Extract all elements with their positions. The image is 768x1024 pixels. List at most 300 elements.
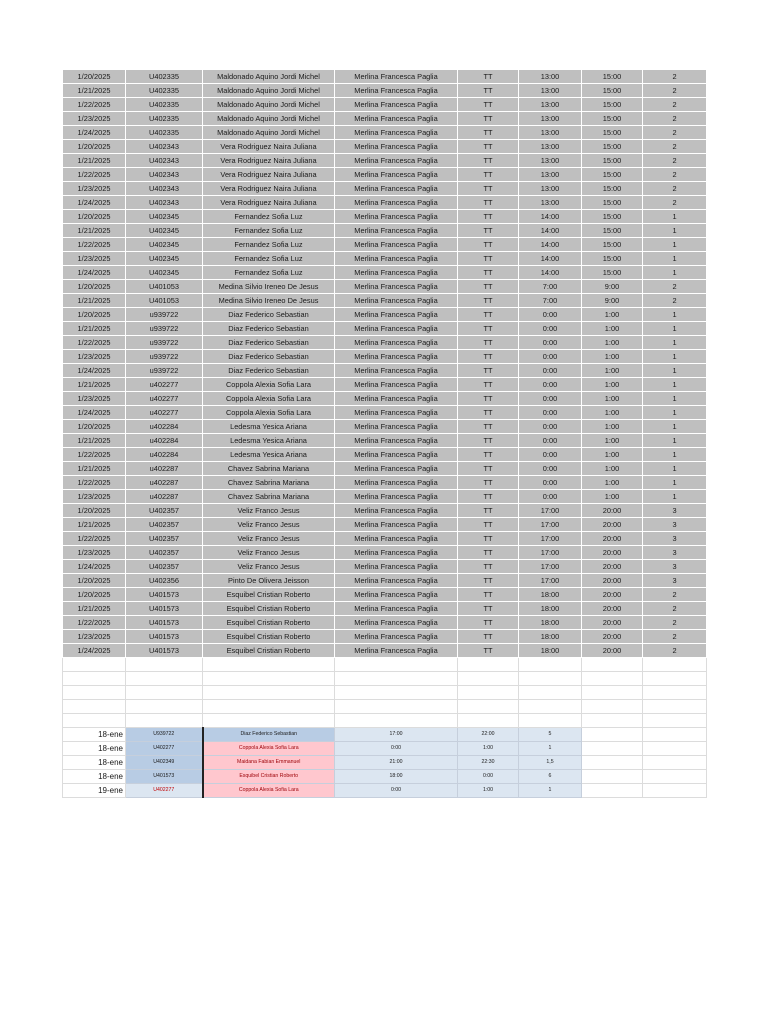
user-id-cell[interactable]: U402345 <box>126 210 203 224</box>
start-time-cell[interactable]: 0:00 <box>519 392 582 406</box>
shift-cell[interactable]: TT <box>458 84 519 98</box>
empty-cell[interactable] <box>126 658 203 672</box>
user-id-cell[interactable]: U402357 <box>126 504 203 518</box>
summary-end-cell[interactable]: 1:00 <box>458 742 519 756</box>
shift-cell[interactable]: TT <box>458 490 519 504</box>
student-name-cell[interactable]: Vera Rodriguez Naira Juliana <box>203 154 335 168</box>
hours-cell[interactable]: 1 <box>643 266 707 280</box>
summary-start-cell[interactable]: 18:00 <box>335 770 458 784</box>
hours-cell[interactable]: 1 <box>643 364 707 378</box>
student-name-cell[interactable]: Fernandez Sofia Luz <box>203 252 335 266</box>
tutor-cell[interactable]: Merlina Francesca Paglia <box>335 308 458 322</box>
tutor-cell[interactable]: Merlina Francesca Paglia <box>335 224 458 238</box>
student-name-cell[interactable]: Maldonado Aquino Jordi Michel <box>203 126 335 140</box>
tutor-cell[interactable]: Merlina Francesca Paglia <box>335 84 458 98</box>
tutor-cell[interactable]: Merlina Francesca Paglia <box>335 364 458 378</box>
date-cell[interactable]: 1/20/2025 <box>63 574 126 588</box>
user-id-cell[interactable]: u402277 <box>126 392 203 406</box>
user-id-cell[interactable]: U401573 <box>126 602 203 616</box>
empty-cell[interactable] <box>519 714 582 728</box>
date-cell[interactable]: 1/22/2025 <box>63 476 126 490</box>
user-id-cell[interactable]: U402345 <box>126 224 203 238</box>
tutor-cell[interactable]: Merlina Francesca Paglia <box>335 448 458 462</box>
date-cell[interactable]: 1/24/2025 <box>63 364 126 378</box>
empty-cell[interactable] <box>63 700 126 714</box>
date-cell[interactable]: 1/23/2025 <box>63 546 126 560</box>
empty-cell[interactable] <box>335 672 458 686</box>
student-name-cell[interactable]: Esquibel Cristian Roberto <box>203 602 335 616</box>
end-time-cell[interactable]: 1:00 <box>582 336 643 350</box>
hours-cell[interactable]: 1 <box>643 462 707 476</box>
end-time-cell[interactable]: 15:00 <box>582 154 643 168</box>
start-time-cell[interactable]: 13:00 <box>519 196 582 210</box>
start-time-cell[interactable]: 17:00 <box>519 560 582 574</box>
summary-date-cell[interactable]: 18-ene <box>63 770 126 784</box>
empty-cell[interactable] <box>519 672 582 686</box>
student-name-cell[interactable]: Fernandez Sofia Luz <box>203 266 335 280</box>
shift-cell[interactable]: TT <box>458 644 519 658</box>
empty-cell[interactable] <box>582 756 643 770</box>
end-time-cell[interactable]: 15:00 <box>582 140 643 154</box>
tutor-cell[interactable]: Merlina Francesca Paglia <box>335 574 458 588</box>
start-time-cell[interactable]: 13:00 <box>519 98 582 112</box>
summary-name-cell[interactable]: Esquibel Cristian Roberto <box>203 770 335 784</box>
summary-hours-cell[interactable]: 6 <box>519 770 582 784</box>
user-id-cell[interactable]: u939722 <box>126 322 203 336</box>
shift-cell[interactable]: TT <box>458 630 519 644</box>
empty-cell[interactable] <box>582 742 643 756</box>
empty-cell[interactable] <box>582 770 643 784</box>
hours-cell[interactable]: 1 <box>643 392 707 406</box>
date-cell[interactable]: 1/21/2025 <box>63 322 126 336</box>
date-cell[interactable]: 1/21/2025 <box>63 294 126 308</box>
user-id-cell[interactable]: U402357 <box>126 560 203 574</box>
shift-cell[interactable]: TT <box>458 448 519 462</box>
tutor-cell[interactable]: Merlina Francesca Paglia <box>335 616 458 630</box>
empty-cell[interactable] <box>582 658 643 672</box>
summary-name-cell[interactable]: Coppola Alexia Sofia Lara <box>203 784 335 798</box>
student-name-cell[interactable]: Esquibel Cristian Roberto <box>203 630 335 644</box>
empty-cell[interactable] <box>519 686 582 700</box>
empty-cell[interactable] <box>643 742 707 756</box>
tutor-cell[interactable]: Merlina Francesca Paglia <box>335 490 458 504</box>
start-time-cell[interactable]: 14:00 <box>519 210 582 224</box>
shift-cell[interactable]: TT <box>458 98 519 112</box>
date-cell[interactable]: 1/20/2025 <box>63 140 126 154</box>
shift-cell[interactable]: TT <box>458 112 519 126</box>
start-time-cell[interactable]: 14:00 <box>519 238 582 252</box>
date-cell[interactable]: 1/23/2025 <box>63 490 126 504</box>
student-name-cell[interactable]: Veliz Franco Jesus <box>203 532 335 546</box>
shift-cell[interactable]: TT <box>458 70 519 84</box>
student-name-cell[interactable]: Coppola Alexia Sofia Lara <box>203 378 335 392</box>
student-name-cell[interactable]: Chavez Sabrina Mariana <box>203 490 335 504</box>
empty-cell[interactable] <box>458 672 519 686</box>
hours-cell[interactable]: 2 <box>643 616 707 630</box>
start-time-cell[interactable]: 13:00 <box>519 182 582 196</box>
date-cell[interactable]: 1/21/2025 <box>63 378 126 392</box>
start-time-cell[interactable]: 18:00 <box>519 616 582 630</box>
user-id-cell[interactable]: u402277 <box>126 406 203 420</box>
end-time-cell[interactable]: 15:00 <box>582 98 643 112</box>
user-id-cell[interactable]: u939722 <box>126 350 203 364</box>
hours-cell[interactable]: 3 <box>643 574 707 588</box>
end-time-cell[interactable]: 20:00 <box>582 518 643 532</box>
summary-name-cell[interactable]: Diaz Federico Sebastian <box>203 728 335 742</box>
empty-cell[interactable] <box>335 714 458 728</box>
empty-cell[interactable] <box>582 686 643 700</box>
shift-cell[interactable]: TT <box>458 392 519 406</box>
tutor-cell[interactable]: Merlina Francesca Paglia <box>335 644 458 658</box>
empty-cell[interactable] <box>643 770 707 784</box>
hours-cell[interactable]: 1 <box>643 378 707 392</box>
shift-cell[interactable]: TT <box>458 602 519 616</box>
hours-cell[interactable]: 2 <box>643 602 707 616</box>
shift-cell[interactable]: TT <box>458 546 519 560</box>
shift-cell[interactable]: TT <box>458 280 519 294</box>
end-time-cell[interactable]: 15:00 <box>582 182 643 196</box>
user-id-cell[interactable]: U401573 <box>126 616 203 630</box>
student-name-cell[interactable]: Coppola Alexia Sofia Lara <box>203 406 335 420</box>
hours-cell[interactable]: 1 <box>643 350 707 364</box>
shift-cell[interactable]: TT <box>458 252 519 266</box>
student-name-cell[interactable]: Vera Rodriguez Naira Juliana <box>203 140 335 154</box>
student-name-cell[interactable]: Ledesma Yesica Ariana <box>203 448 335 462</box>
start-time-cell[interactable]: 0:00 <box>519 476 582 490</box>
shift-cell[interactable]: TT <box>458 350 519 364</box>
student-name-cell[interactable]: Veliz Franco Jesus <box>203 560 335 574</box>
user-id-cell[interactable]: U401573 <box>126 630 203 644</box>
end-time-cell[interactable]: 1:00 <box>582 476 643 490</box>
user-id-cell[interactable]: u402287 <box>126 476 203 490</box>
start-time-cell[interactable]: 18:00 <box>519 602 582 616</box>
tutor-cell[interactable]: Merlina Francesca Paglia <box>335 476 458 490</box>
empty-cell[interactable] <box>126 672 203 686</box>
student-name-cell[interactable]: Medina Silvio Ireneo De Jesus <box>203 280 335 294</box>
start-time-cell[interactable]: 7:00 <box>519 280 582 294</box>
summary-hours-cell[interactable]: 1 <box>519 742 582 756</box>
shift-cell[interactable]: TT <box>458 574 519 588</box>
shift-cell[interactable]: TT <box>458 224 519 238</box>
tutor-cell[interactable]: Merlina Francesca Paglia <box>335 196 458 210</box>
summary-name-cell[interactable]: Maidana Fabian Emmanuel <box>203 756 335 770</box>
student-name-cell[interactable]: Fernandez Sofia Luz <box>203 238 335 252</box>
end-time-cell[interactable]: 15:00 <box>582 168 643 182</box>
user-id-cell[interactable]: U402343 <box>126 154 203 168</box>
end-time-cell[interactable]: 15:00 <box>582 70 643 84</box>
tutor-cell[interactable]: Merlina Francesca Paglia <box>335 588 458 602</box>
date-cell[interactable]: 1/22/2025 <box>63 448 126 462</box>
empty-cell[interactable] <box>126 714 203 728</box>
empty-cell[interactable] <box>519 658 582 672</box>
summary-end-cell[interactable]: 0:00 <box>458 770 519 784</box>
user-id-cell[interactable]: u402287 <box>126 490 203 504</box>
end-time-cell[interactable]: 20:00 <box>582 588 643 602</box>
empty-cell[interactable] <box>126 686 203 700</box>
tutor-cell[interactable]: Merlina Francesca Paglia <box>335 112 458 126</box>
summary-name-cell[interactable]: Coppola Alexia Sofia Lara <box>203 742 335 756</box>
tutor-cell[interactable]: Merlina Francesca Paglia <box>335 70 458 84</box>
user-id-cell[interactable]: U401573 <box>126 644 203 658</box>
hours-cell[interactable]: 1 <box>643 476 707 490</box>
tutor-cell[interactable]: Merlina Francesca Paglia <box>335 266 458 280</box>
end-time-cell[interactable]: 1:00 <box>582 392 643 406</box>
date-cell[interactable]: 1/21/2025 <box>63 602 126 616</box>
hours-cell[interactable]: 2 <box>643 644 707 658</box>
date-cell[interactable]: 1/21/2025 <box>63 518 126 532</box>
empty-cell[interactable] <box>335 658 458 672</box>
user-id-cell[interactable]: U402343 <box>126 140 203 154</box>
shift-cell[interactable]: TT <box>458 182 519 196</box>
start-time-cell[interactable]: 13:00 <box>519 168 582 182</box>
end-time-cell[interactable]: 1:00 <box>582 420 643 434</box>
empty-cell[interactable] <box>643 728 707 742</box>
summary-date-cell[interactable]: 18-ene <box>63 756 126 770</box>
user-id-cell[interactable]: U402335 <box>126 126 203 140</box>
start-time-cell[interactable]: 0:00 <box>519 406 582 420</box>
end-time-cell[interactable]: 20:00 <box>582 560 643 574</box>
user-id-cell[interactable]: U402357 <box>126 518 203 532</box>
hours-cell[interactable]: 1 <box>643 224 707 238</box>
end-time-cell[interactable]: 20:00 <box>582 644 643 658</box>
shift-cell[interactable]: TT <box>458 140 519 154</box>
shift-cell[interactable]: TT <box>458 210 519 224</box>
hours-cell[interactable]: 2 <box>643 588 707 602</box>
summary-id-cell[interactable]: U401573 <box>126 770 203 784</box>
date-cell[interactable]: 1/21/2025 <box>63 434 126 448</box>
user-id-cell[interactable]: u402284 <box>126 420 203 434</box>
end-time-cell[interactable]: 1:00 <box>582 406 643 420</box>
student-name-cell[interactable]: Ledesma Yesica Ariana <box>203 420 335 434</box>
student-name-cell[interactable]: Vera Rodriguez Naira Juliana <box>203 168 335 182</box>
date-cell[interactable]: 1/23/2025 <box>63 350 126 364</box>
tutor-cell[interactable]: Merlina Francesca Paglia <box>335 420 458 434</box>
hours-cell[interactable]: 3 <box>643 504 707 518</box>
end-time-cell[interactable]: 9:00 <box>582 280 643 294</box>
tutor-cell[interactable]: Merlina Francesca Paglia <box>335 350 458 364</box>
hours-cell[interactable]: 2 <box>643 154 707 168</box>
user-id-cell[interactable]: u402277 <box>126 378 203 392</box>
hours-cell[interactable]: 3 <box>643 518 707 532</box>
tutor-cell[interactable]: Merlina Francesca Paglia <box>335 252 458 266</box>
summary-hours-cell[interactable]: 1 <box>519 784 582 798</box>
student-name-cell[interactable]: Vera Rodriguez Naira Juliana <box>203 182 335 196</box>
start-time-cell[interactable]: 18:00 <box>519 588 582 602</box>
end-time-cell[interactable]: 20:00 <box>582 574 643 588</box>
end-time-cell[interactable]: 1:00 <box>582 434 643 448</box>
tutor-cell[interactable]: Merlina Francesca Paglia <box>335 322 458 336</box>
student-name-cell[interactable]: Veliz Franco Jesus <box>203 518 335 532</box>
end-time-cell[interactable]: 20:00 <box>582 602 643 616</box>
empty-cell[interactable] <box>458 714 519 728</box>
empty-cell[interactable] <box>458 686 519 700</box>
end-time-cell[interactable]: 15:00 <box>582 84 643 98</box>
student-name-cell[interactable]: Diaz Federico Sebastian <box>203 322 335 336</box>
summary-id-cell[interactable]: U402349 <box>126 756 203 770</box>
end-time-cell[interactable]: 1:00 <box>582 462 643 476</box>
hours-cell[interactable]: 1 <box>643 322 707 336</box>
date-cell[interactable]: 1/20/2025 <box>63 504 126 518</box>
start-time-cell[interactable]: 13:00 <box>519 140 582 154</box>
user-id-cell[interactable]: U402357 <box>126 532 203 546</box>
tutor-cell[interactable]: Merlina Francesca Paglia <box>335 168 458 182</box>
shift-cell[interactable]: TT <box>458 434 519 448</box>
start-time-cell[interactable]: 0:00 <box>519 462 582 476</box>
date-cell[interactable]: 1/21/2025 <box>63 84 126 98</box>
student-name-cell[interactable]: Maldonado Aquino Jordi Michel <box>203 112 335 126</box>
hours-cell[interactable]: 3 <box>643 560 707 574</box>
student-name-cell[interactable]: Maldonado Aquino Jordi Michel <box>203 70 335 84</box>
date-cell[interactable]: 1/21/2025 <box>63 224 126 238</box>
shift-cell[interactable]: TT <box>458 308 519 322</box>
student-name-cell[interactable]: Chavez Sabrina Mariana <box>203 462 335 476</box>
shift-cell[interactable]: TT <box>458 378 519 392</box>
start-time-cell[interactable]: 0:00 <box>519 420 582 434</box>
end-time-cell[interactable]: 1:00 <box>582 322 643 336</box>
summary-date-cell[interactable]: 18-ene <box>63 728 126 742</box>
shift-cell[interactable]: TT <box>458 294 519 308</box>
date-cell[interactable]: 1/24/2025 <box>63 644 126 658</box>
start-time-cell[interactable]: 17:00 <box>519 532 582 546</box>
empty-cell[interactable] <box>643 700 707 714</box>
user-id-cell[interactable]: U402345 <box>126 252 203 266</box>
empty-cell[interactable] <box>458 700 519 714</box>
tutor-cell[interactable]: Merlina Francesca Paglia <box>335 392 458 406</box>
shift-cell[interactable]: TT <box>458 588 519 602</box>
start-time-cell[interactable]: 0:00 <box>519 378 582 392</box>
user-id-cell[interactable]: U402343 <box>126 196 203 210</box>
student-name-cell[interactable]: Fernandez Sofia Luz <box>203 224 335 238</box>
tutor-cell[interactable]: Merlina Francesca Paglia <box>335 140 458 154</box>
start-time-cell[interactable]: 14:00 <box>519 266 582 280</box>
hours-cell[interactable]: 1 <box>643 434 707 448</box>
end-time-cell[interactable]: 20:00 <box>582 616 643 630</box>
date-cell[interactable]: 1/22/2025 <box>63 98 126 112</box>
end-time-cell[interactable]: 1:00 <box>582 490 643 504</box>
start-time-cell[interactable]: 18:00 <box>519 644 582 658</box>
empty-cell[interactable] <box>203 686 335 700</box>
date-cell[interactable]: 1/20/2025 <box>63 588 126 602</box>
hours-cell[interactable]: 3 <box>643 546 707 560</box>
student-name-cell[interactable]: Medina Silvio Ireneo De Jesus <box>203 294 335 308</box>
user-id-cell[interactable]: u939722 <box>126 364 203 378</box>
summary-end-cell[interactable]: 1:00 <box>458 784 519 798</box>
tutor-cell[interactable]: Merlina Francesca Paglia <box>335 378 458 392</box>
shift-cell[interactable]: TT <box>458 462 519 476</box>
hours-cell[interactable]: 2 <box>643 168 707 182</box>
empty-cell[interactable] <box>335 700 458 714</box>
date-cell[interactable]: 1/22/2025 <box>63 168 126 182</box>
empty-cell[interactable] <box>63 658 126 672</box>
empty-cell[interactable] <box>203 658 335 672</box>
student-name-cell[interactable]: Fernandez Sofia Luz <box>203 210 335 224</box>
hours-cell[interactable]: 1 <box>643 420 707 434</box>
tutor-cell[interactable]: Merlina Francesca Paglia <box>335 630 458 644</box>
empty-cell[interactable] <box>458 658 519 672</box>
student-name-cell[interactable]: Maldonado Aquino Jordi Michel <box>203 98 335 112</box>
user-id-cell[interactable]: U402345 <box>126 266 203 280</box>
empty-cell[interactable] <box>643 714 707 728</box>
tutor-cell[interactable]: Merlina Francesca Paglia <box>335 280 458 294</box>
student-name-cell[interactable]: Esquibel Cristian Roberto <box>203 616 335 630</box>
summary-id-cell[interactable]: U402277 <box>126 784 203 798</box>
date-cell[interactable]: 1/24/2025 <box>63 126 126 140</box>
student-name-cell[interactable]: Esquibel Cristian Roberto <box>203 644 335 658</box>
summary-end-cell[interactable]: 22:30 <box>458 756 519 770</box>
start-time-cell[interactable]: 13:00 <box>519 154 582 168</box>
start-time-cell[interactable]: 14:00 <box>519 252 582 266</box>
user-id-cell[interactable]: U402335 <box>126 112 203 126</box>
hours-cell[interactable]: 2 <box>643 70 707 84</box>
tutor-cell[interactable]: Merlina Francesca Paglia <box>335 182 458 196</box>
end-time-cell[interactable]: 20:00 <box>582 630 643 644</box>
tutor-cell[interactable]: Merlina Francesca Paglia <box>335 560 458 574</box>
end-time-cell[interactable]: 20:00 <box>582 504 643 518</box>
start-time-cell[interactable]: 7:00 <box>519 294 582 308</box>
summary-start-cell[interactable]: 0:00 <box>335 742 458 756</box>
student-name-cell[interactable]: Esquibel Cristian Roberto <box>203 588 335 602</box>
tutor-cell[interactable]: Merlina Francesca Paglia <box>335 98 458 112</box>
empty-cell[interactable] <box>643 756 707 770</box>
student-name-cell[interactable]: Ledesma Yesica Ariana <box>203 434 335 448</box>
end-time-cell[interactable]: 15:00 <box>582 224 643 238</box>
date-cell[interactable]: 1/20/2025 <box>63 280 126 294</box>
date-cell[interactable]: 1/22/2025 <box>63 532 126 546</box>
date-cell[interactable]: 1/23/2025 <box>63 630 126 644</box>
end-time-cell[interactable]: 1:00 <box>582 448 643 462</box>
hours-cell[interactable]: 1 <box>643 448 707 462</box>
date-cell[interactable]: 1/24/2025 <box>63 406 126 420</box>
date-cell[interactable]: 1/23/2025 <box>63 392 126 406</box>
hours-cell[interactable]: 1 <box>643 406 707 420</box>
start-time-cell[interactable]: 0:00 <box>519 322 582 336</box>
tutor-cell[interactable]: Merlina Francesca Paglia <box>335 602 458 616</box>
end-time-cell[interactable]: 9:00 <box>582 294 643 308</box>
start-time-cell[interactable]: 14:00 <box>519 224 582 238</box>
tutor-cell[interactable]: Merlina Francesca Paglia <box>335 462 458 476</box>
hours-cell[interactable]: 1 <box>643 210 707 224</box>
tutor-cell[interactable]: Merlina Francesca Paglia <box>335 154 458 168</box>
hours-cell[interactable]: 2 <box>643 182 707 196</box>
start-time-cell[interactable]: 13:00 <box>519 126 582 140</box>
empty-cell[interactable] <box>643 658 707 672</box>
shift-cell[interactable]: TT <box>458 518 519 532</box>
date-cell[interactable]: 1/21/2025 <box>63 462 126 476</box>
date-cell[interactable]: 1/24/2025 <box>63 196 126 210</box>
start-time-cell[interactable]: 13:00 <box>519 84 582 98</box>
end-time-cell[interactable]: 1:00 <box>582 308 643 322</box>
user-id-cell[interactable]: U401573 <box>126 588 203 602</box>
tutor-cell[interactable]: Merlina Francesca Paglia <box>335 518 458 532</box>
date-cell[interactable]: 1/22/2025 <box>63 238 126 252</box>
shift-cell[interactable]: TT <box>458 168 519 182</box>
end-time-cell[interactable]: 20:00 <box>582 532 643 546</box>
summary-start-cell[interactable]: 21:00 <box>335 756 458 770</box>
summary-start-cell[interactable]: 17:00 <box>335 728 458 742</box>
hours-cell[interactable]: 2 <box>643 630 707 644</box>
user-id-cell[interactable]: U402335 <box>126 70 203 84</box>
tutor-cell[interactable]: Merlina Francesca Paglia <box>335 434 458 448</box>
tutor-cell[interactable]: Merlina Francesca Paglia <box>335 210 458 224</box>
empty-cell[interactable] <box>63 714 126 728</box>
empty-cell[interactable] <box>203 672 335 686</box>
end-time-cell[interactable]: 20:00 <box>582 546 643 560</box>
empty-cell[interactable] <box>643 784 707 798</box>
summary-hours-cell[interactable]: 1,5 <box>519 756 582 770</box>
start-time-cell[interactable]: 13:00 <box>519 112 582 126</box>
date-cell[interactable]: 1/20/2025 <box>63 70 126 84</box>
empty-cell[interactable] <box>63 672 126 686</box>
